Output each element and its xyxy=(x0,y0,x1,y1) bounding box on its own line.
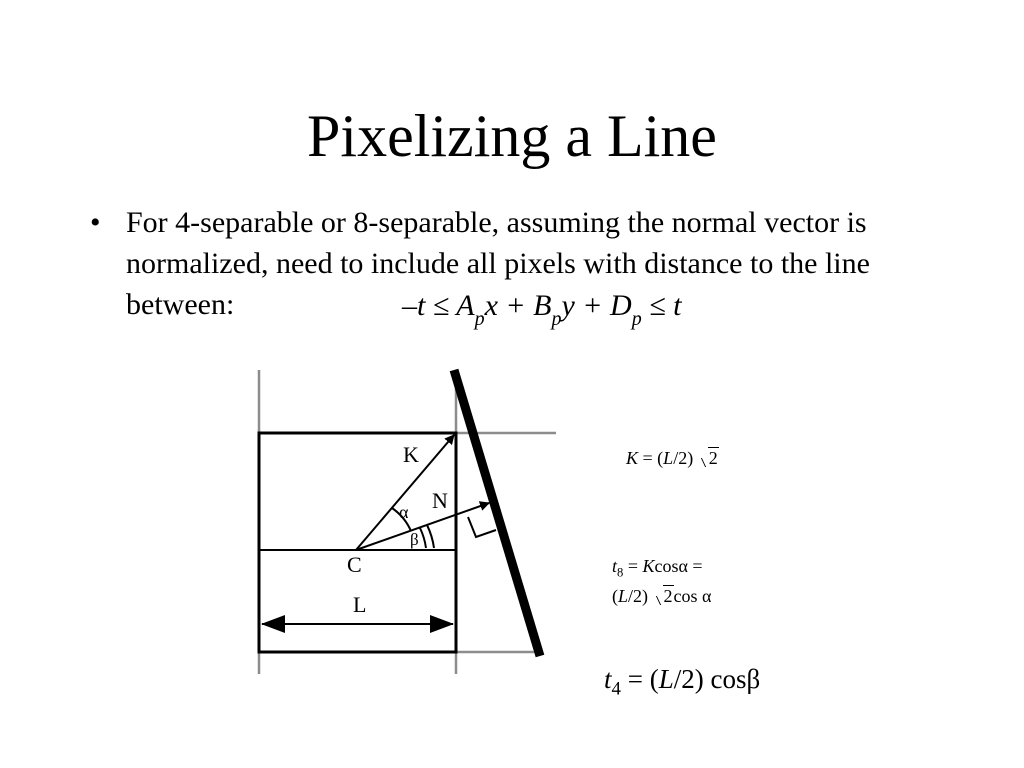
beta-arc-outer xyxy=(427,525,434,548)
distance-inequality xyxy=(402,286,682,330)
right-angle-marker xyxy=(468,517,496,537)
label-l: L xyxy=(353,592,367,617)
formula-t8-line2: (L/2) 2cos α xyxy=(612,586,712,606)
inequality-sub-b: p xyxy=(551,308,562,330)
inequality-sub-a: p xyxy=(474,308,485,330)
sqrt-icon: 2 xyxy=(653,586,674,607)
inequality-mid2: y + D xyxy=(561,289,632,322)
sqrt-icon: 2 xyxy=(698,448,719,469)
thick-line xyxy=(454,370,540,656)
formula-t4: $t_4 = (L/2)$ cosβ xyxy=(604,664,761,700)
label-c: C xyxy=(347,552,362,577)
formula-k: K = (L/2) 2 xyxy=(626,448,718,468)
bullet-text: For 4-separable or 8-separable, assuming the normal vector is normalized, need to include all pixels with distance to the line between: xyxy=(126,206,870,321)
inequality-sub-d: p xyxy=(631,308,642,330)
inequality-mid1: x + B xyxy=(484,289,552,322)
slide-title: Pixelizing a Line xyxy=(307,103,717,169)
beta-arc-inner xyxy=(420,528,426,548)
inequality-rhs: ≤ t xyxy=(641,289,682,322)
label-n: N xyxy=(432,488,448,513)
dimension-l-left-arrow xyxy=(261,615,285,633)
formula-t8-line1: $t_8 = Kcos\alpha$ = xyxy=(612,556,703,580)
label-k: K xyxy=(403,442,419,467)
bullet-icon: • xyxy=(90,206,101,239)
inequality-lhs: –t ≤ A xyxy=(402,289,475,322)
pixel-line-diagram xyxy=(240,362,560,692)
label-alpha: α xyxy=(399,502,409,522)
label-beta: β xyxy=(410,530,419,549)
dimension-l-right-arrow xyxy=(430,615,454,633)
